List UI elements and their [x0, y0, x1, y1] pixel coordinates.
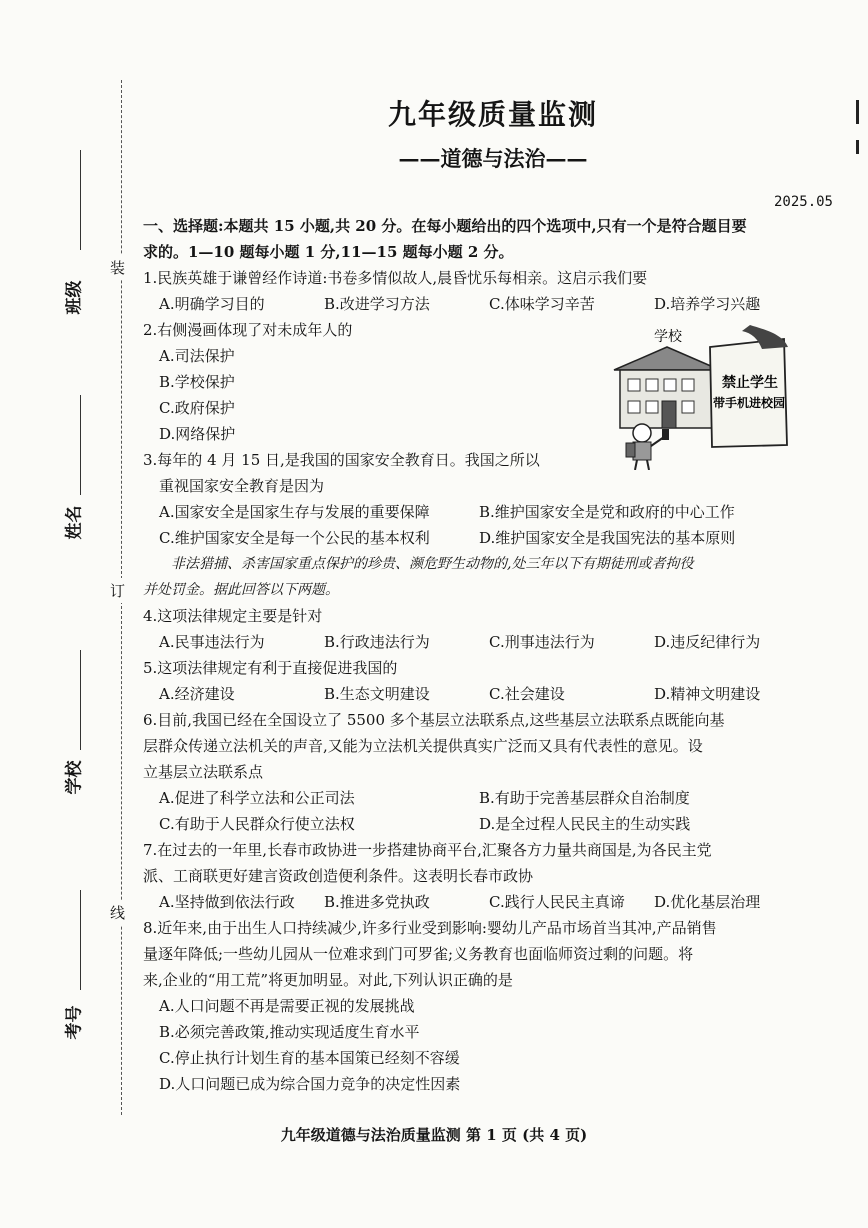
- material-text: 非法猎捕、杀害国家重点保护的珍贵、濒危野生动物的,处三年以下有期徒刑或者拘役: [171, 556, 694, 572]
- school-roof: [614, 347, 720, 370]
- q3-option-b[interactable]: B.维护国家安全是党和政府的中心工作: [479, 503, 735, 521]
- class-fill-line[interactable]: [80, 150, 81, 250]
- question-3-stem: 重视国家安全教育是因为: [159, 477, 325, 495]
- question-8-stem: 量逐年降低;一些幼儿园从一位难求到门可罗雀;义务教育也面临师资过剩的问题。将: [143, 945, 694, 963]
- q2-option-d[interactable]: D.网络保护: [159, 425, 236, 443]
- q1-option-c[interactable]: C.体味学习辛苦: [489, 295, 595, 313]
- question-6-options: [143, 785, 843, 811]
- school-cartoon: [612, 325, 792, 470]
- q8-option-d[interactable]: D.人口问题已成为综合国力竞争的决定性因素: [159, 1075, 461, 1093]
- page-footer: 九年级道德与法治质量监测 第 1 页 (共 4 页): [280, 1126, 588, 1144]
- q2-option-c[interactable]: C.政府保护: [159, 399, 235, 417]
- question-4-stem: 4.这项法律规定主要是针对: [143, 607, 323, 625]
- school-label: 学校: [64, 760, 85, 795]
- page-title: 九年级质量监测: [387, 98, 598, 131]
- q2-option-a[interactable]: A.司法保护: [159, 347, 235, 365]
- section-heading: 求的。1—10 题每小题 1 分,11—15 题每小题 2 分。: [143, 243, 514, 261]
- question-3-stem: 3.每年的 4 月 15 日,是我国的国家安全教育日。我国之所以: [143, 451, 540, 469]
- binding-char-zhuang: 装: [110, 255, 125, 280]
- binding-char-ding: 订: [110, 578, 125, 603]
- question-8-stem: 8.近年来,由于出生人口持续减少,许多行业受到影响:婴幼儿产品市场首当其冲,产品销售: [143, 919, 717, 937]
- q8-option-a[interactable]: A.人口问题不再是需要正视的发展挑战: [159, 997, 415, 1015]
- q7-option-c[interactable]: C.践行人民民主真谛: [489, 893, 625, 911]
- question-1-stem: 1.民族英雄于谦曾经作诗道:书卷多情似故人,晨昏忧乐每相亲。这启示我们要: [143, 269, 648, 287]
- q5-option-c[interactable]: C.社会建设: [489, 685, 565, 703]
- sign-line-2: 带手机进校园: [712, 396, 786, 410]
- student-backpack: [626, 443, 635, 457]
- q3-option-d[interactable]: D.维护国家安全是我国宪法的基本原则: [479, 529, 736, 547]
- phone-icon: [662, 429, 669, 440]
- name-label: 姓名: [64, 505, 85, 540]
- question-2-stem: 2.右侧漫画体现了对未成年人的: [143, 321, 353, 339]
- question-8-stem: 来,企业的“用工荒”将更加明显。对此,下列认识正确的是: [143, 971, 513, 989]
- sign-board: [710, 339, 787, 447]
- question-3-options: [143, 525, 843, 551]
- q7-option-a[interactable]: A.坚持做到依法行政: [159, 893, 295, 911]
- school-door: [662, 401, 676, 428]
- binding-char-xian: 线: [110, 900, 125, 925]
- q4-option-d[interactable]: D.违反纪律行为: [654, 633, 761, 651]
- q8-option-c[interactable]: C.停止执行计划生育的基本国策已经刻不容缓: [159, 1049, 460, 1067]
- q4-option-a[interactable]: A.民事违法行为: [159, 633, 265, 651]
- right-edge-mark: [856, 140, 859, 154]
- q1-option-b[interactable]: B.改进学习方法: [324, 295, 430, 313]
- right-edge-mark: [856, 100, 859, 124]
- question-6-options: [143, 811, 843, 837]
- question-5-stem: 5.这项法律规定有利于直接促进我国的: [143, 659, 398, 677]
- q7-option-d[interactable]: D.优化基层治理: [654, 893, 761, 911]
- section-heading: 一、选择题:本题共 15 小题,共 20 分。在每小题给出的四个选项中,只有一个是符合题目要: [143, 217, 747, 235]
- q8-option-b[interactable]: B.必须完善政策,推动实现适度生育水平: [159, 1023, 420, 1041]
- q1-option-d[interactable]: D.培养学习兴趣: [654, 295, 761, 313]
- q4-option-c[interactable]: C.刑事违法行为: [489, 633, 595, 651]
- q7-option-b[interactable]: B.推进多党执政: [324, 893, 430, 911]
- exam-date: 2025.05: [773, 194, 833, 210]
- q6-option-b[interactable]: B.有助于完善基层群众自治制度: [479, 789, 690, 807]
- q3-option-a[interactable]: A.国家安全是国家生存与发展的重要保障: [159, 503, 430, 521]
- question-6-stem: 6.目前,我国已经在全国设立了 5500 多个基层立法联系点,这些基层立法联系点既能向基: [143, 711, 725, 729]
- q6-option-c[interactable]: C.有助于人民群众行使立法权: [159, 815, 355, 833]
- school-fill-line[interactable]: [80, 650, 81, 750]
- q2-option-b[interactable]: B.学校保护: [159, 373, 235, 391]
- q5-option-b[interactable]: B.生态文明建设: [324, 685, 430, 703]
- exam-number-fill-line[interactable]: [80, 890, 81, 990]
- sign-line-1: 禁止学生: [722, 375, 778, 391]
- question-3-options: [143, 499, 843, 525]
- q1-option-a[interactable]: A.明确学习目的: [159, 295, 265, 313]
- building-label: 学校: [654, 329, 682, 345]
- q5-option-a[interactable]: A.经济建设: [159, 685, 235, 703]
- question-7-options: [143, 889, 843, 915]
- question-7-stem: 7.在过去的一年里,长春市政协进一步搭建协商平台,汇聚各方力量共商国是,为各民主党: [143, 841, 712, 859]
- material-text: 并处罚金。据此回答以下两题。: [143, 582, 339, 598]
- exam-number-label: 考号: [64, 1005, 85, 1040]
- school-cartoon-drawing: [612, 325, 792, 470]
- q3-option-c[interactable]: C.维护国家安全是每一个公民的基本权利: [159, 529, 430, 547]
- question-6-stem: 立基层立法联系点: [143, 763, 264, 781]
- student-body: [633, 442, 651, 460]
- name-fill-line[interactable]: [80, 395, 81, 495]
- question-6-stem: 层群众传递立法机关的声音,又能为立法机关提供真实广泛而又具有代表性的意见。设: [143, 737, 703, 755]
- q6-option-d[interactable]: D.是全过程人民民主的生动实践: [479, 815, 691, 833]
- q4-option-b[interactable]: B.行政违法行为: [324, 633, 430, 651]
- student-head: [633, 424, 651, 442]
- question-5-options: [143, 681, 843, 707]
- q6-option-a[interactable]: A.促进了科学立法和公正司法: [159, 789, 355, 807]
- question-4-options: [143, 629, 843, 655]
- class-label: 班级: [64, 280, 85, 315]
- exam-page-content: [143, 95, 843, 1097]
- page-subtitle: ——道德与法治——: [398, 146, 588, 171]
- question-7-stem: 派、工商联更好建言资政创造便利条件。这表明长春市政协: [143, 867, 534, 885]
- question-1-options: [143, 291, 843, 317]
- binding-margin: [0, 0, 125, 1228]
- q5-option-d[interactable]: D.精神文明建设: [654, 685, 761, 703]
